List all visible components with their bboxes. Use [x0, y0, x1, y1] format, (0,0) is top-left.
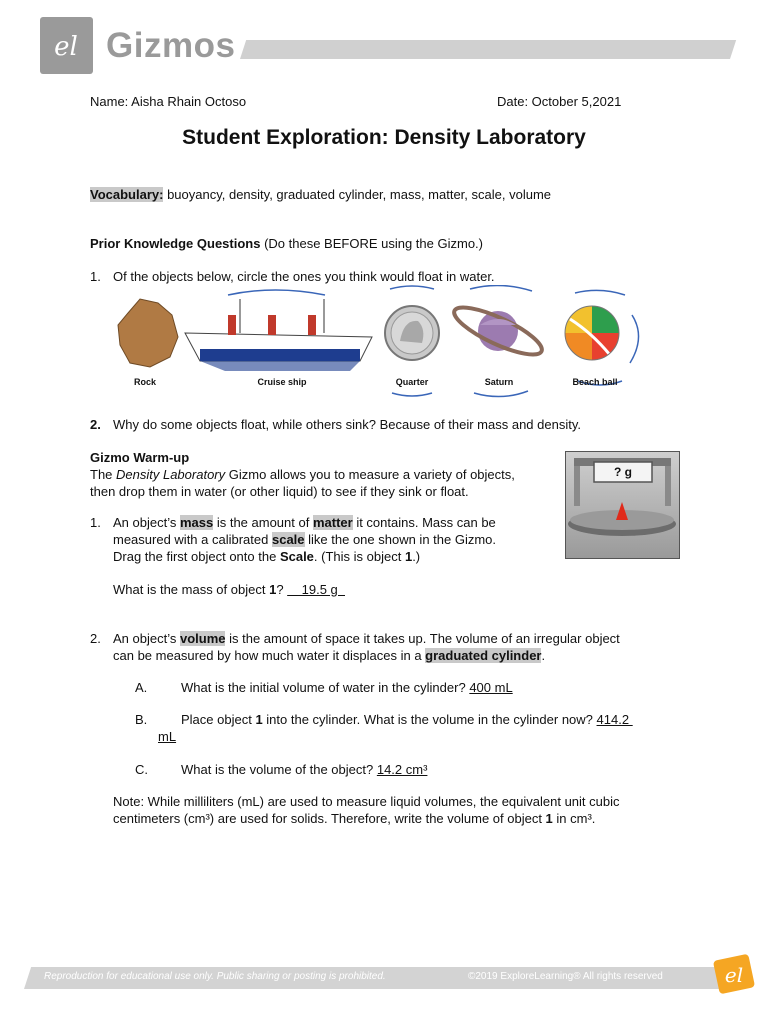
new-volume-answer: 414.2 [596, 712, 633, 727]
circle-mark [228, 290, 325, 295]
gizmos-brand: Gizmos [106, 26, 236, 65]
explorelearning-footer-logo [712, 953, 756, 995]
scale-readout: ? g [614, 465, 632, 479]
explorelearning-logo [40, 17, 93, 74]
qc-text: What is the volume of the object? 14.2 cm³ [181, 762, 428, 777]
qb-text: Place object 1 into the cylinder. What is the volume in the cylinder now? 414.2 [181, 712, 633, 727]
warmup-q1-line3: Drag the first object onto the Scale. (This is object 1.) [113, 549, 421, 564]
caption-rock: Rock [133, 377, 156, 387]
circle-mark [575, 290, 625, 295]
warmup-heading: Gizmo Warm-up [90, 450, 190, 465]
vocabulary [90, 186, 551, 203]
footer-reproduction-notice: Reproduction for educational use only. Public sharing or posting is prohibited. [44, 971, 386, 982]
svg-text:el: el [54, 32, 78, 62]
warmup-intro-line1: The Density Laboratory Gizmo allows you to measure a variety of objects, [90, 467, 515, 482]
warmup-q2-number: 2. [90, 631, 101, 646]
beach-ball-icon [565, 306, 619, 360]
object-volume-answer: 14.2 cm³ [376, 762, 428, 777]
circle-mark [470, 285, 532, 291]
warmup-q1-line1: An object’s mass is the amount of matter it contains. Mass can be [113, 515, 496, 530]
prior-knowledge-note: (Do these BEFORE using the Gizmo.) [260, 236, 483, 251]
caption-beach-ball: Beach ball [572, 377, 618, 387]
gizmo-scale-image [565, 451, 680, 559]
student-name: Name: Aisha Rhain Octoso [90, 94, 247, 109]
pk-q1-text: Of the objects below, circle the ones you think would float in water. [113, 269, 495, 284]
qa-letter: A. [135, 680, 148, 695]
caption-saturn: Saturn [484, 377, 514, 387]
page-title: Student Exploration: Density Laboratory [182, 126, 586, 149]
note-line2: centimeters (cm³) are used for solids. Therefore, write the volume of object 1 in cm³. [113, 811, 596, 826]
warmup-q1-ask: What is the mass of object 1? 19.5 g [113, 582, 345, 597]
qc-letter: C. [135, 762, 148, 777]
qa-text: What is the initial volume of water in the cylinder? 400 mL [181, 680, 513, 695]
date: Date: October 5,2021 [497, 94, 622, 109]
prior-knowledge-heading [90, 235, 483, 252]
cruise-ship-icon [185, 299, 372, 371]
warmup-intro-line2: then drop them in water (or other liquid) to see if they sink or float. [90, 484, 469, 499]
vocabulary-terms: buoyancy, density, graduated cylinder, mass, matter, scale, volume [163, 187, 551, 202]
caption-cruise-ship: Cruise ship [257, 377, 307, 387]
pk-q2-number: 2. [90, 417, 101, 432]
objects-illustration [100, 285, 660, 405]
quarter-icon [385, 306, 439, 360]
pk-q2-text: Why do some objects float, while others sink? Because of their mass and density. [113, 417, 581, 432]
circle-mark [392, 393, 432, 396]
circle-mark [474, 391, 528, 397]
warmup-q1-number: 1. [90, 515, 101, 530]
qb-answer-cont: mL [158, 729, 177, 744]
header-bar [240, 40, 736, 59]
footer-copyright: ©2019 ExploreLearning® All rights reserved [468, 971, 663, 982]
warmup-q2-line1: An object’s volume is the amount of space it takes up. The volume of an irregular object [113, 631, 620, 646]
prior-knowledge-title: Prior Knowledge Questions [90, 236, 261, 251]
rock-icon [118, 299, 178, 367]
circle-mark [630, 315, 639, 363]
mass-answer: 19.5 g [287, 582, 345, 597]
circle-mark [390, 286, 434, 289]
warmup-q2-line2: can be measured by how much water it displaces in a graduated cylinder. [113, 648, 546, 663]
initial-volume-answer: 400 mL [469, 680, 513, 695]
saturn-icon [449, 299, 547, 363]
svg-text:el: el [724, 963, 744, 987]
caption-quarter: Quarter [395, 377, 429, 387]
qb-letter: B. [135, 712, 148, 727]
vocabulary-label: Vocabulary: [90, 187, 164, 202]
pk-q1-number: 1. [90, 269, 101, 284]
note-line1: Note: While milliliters (mL) are used to measure liquid volumes, the equivalent unit cubic [113, 794, 620, 809]
warmup-q1-line2: measured with a calibrated scale like the one shown in the Gizmo. [113, 532, 497, 547]
